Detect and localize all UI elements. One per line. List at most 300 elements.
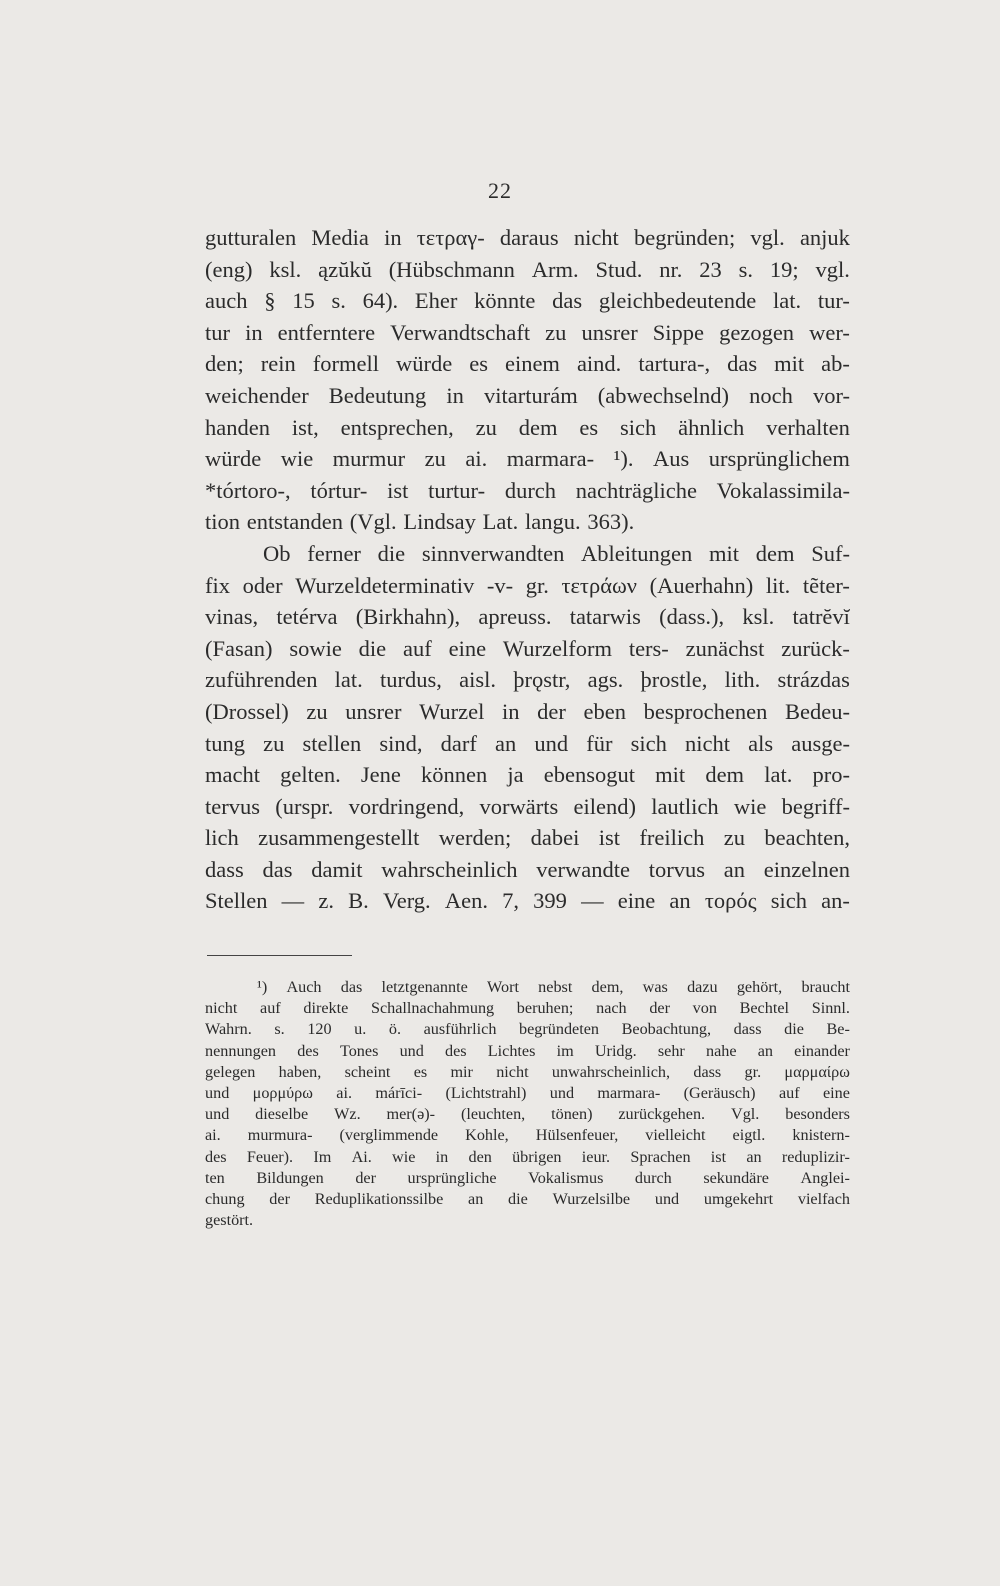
word: verwandte xyxy=(536,856,630,882)
word: (leuchten, xyxy=(460,1105,526,1124)
word: besprochenen xyxy=(643,698,768,724)
word: nicht xyxy=(573,225,619,250)
word: Ob xyxy=(263,540,291,566)
text-line xyxy=(205,254,850,286)
word: Bedeu- xyxy=(784,698,850,724)
word: ist, xyxy=(291,414,319,440)
word: an xyxy=(468,1189,484,1208)
word: damit xyxy=(311,856,363,882)
footnote-line xyxy=(205,1125,850,1146)
word: an xyxy=(669,888,691,914)
word: Verwandtschaft xyxy=(390,319,531,345)
word: dem xyxy=(755,540,795,566)
word: und xyxy=(654,1189,680,1208)
word: ieur. xyxy=(581,1147,611,1166)
text-line xyxy=(205,570,850,602)
word: auf xyxy=(778,1083,800,1102)
word: Lichtes xyxy=(487,1041,536,1060)
word: murmura- xyxy=(247,1126,313,1145)
word: wer- xyxy=(809,319,850,345)
word: an xyxy=(723,856,745,882)
footnote-line xyxy=(205,1019,850,1040)
word: dass xyxy=(205,856,244,882)
word: dem xyxy=(705,762,745,788)
word: unwahrscheinlich, xyxy=(551,1062,671,1081)
word: apreuss. xyxy=(478,604,552,630)
word: s. xyxy=(274,1020,285,1039)
word: Wahrn. xyxy=(205,1020,252,1039)
word: (Geräusch) xyxy=(683,1083,756,1102)
word: Arm. xyxy=(531,256,579,282)
word: und xyxy=(205,1083,230,1102)
word: (Hübschmann xyxy=(388,256,515,282)
word: ja xyxy=(507,762,524,788)
word: besonders xyxy=(785,1105,850,1124)
word: beachten, xyxy=(764,825,850,851)
word: Uridg. xyxy=(594,1041,637,1060)
word: mir xyxy=(450,1062,473,1081)
text-line xyxy=(205,538,850,570)
word: ai. xyxy=(465,446,488,472)
word: lat. xyxy=(764,762,793,788)
main-text xyxy=(205,222,850,917)
word: wahrscheinlich xyxy=(381,856,518,882)
word: nach xyxy=(596,999,627,1018)
word: wie xyxy=(280,446,314,472)
word: begriff- xyxy=(781,793,850,819)
word: in xyxy=(245,319,263,345)
word: gelegen xyxy=(205,1062,256,1081)
word: vorwärts xyxy=(479,793,559,819)
word: macht xyxy=(205,762,260,788)
text-line xyxy=(205,696,850,728)
word: im xyxy=(556,1041,574,1060)
word: Ai. xyxy=(351,1147,372,1166)
word: vinas, xyxy=(205,604,259,630)
word: 15 xyxy=(292,288,315,314)
word: vielleicht xyxy=(645,1126,706,1145)
word: Kohle, xyxy=(465,1126,509,1145)
word: tetérva xyxy=(276,604,338,630)
word: anjuk xyxy=(799,225,850,250)
word: Aus xyxy=(652,446,690,472)
word: gr. xyxy=(744,1062,762,1081)
word: 23 xyxy=(699,256,722,282)
word: sehr xyxy=(657,1041,685,1060)
word: reduplizir- xyxy=(781,1147,850,1166)
word: die xyxy=(784,1020,804,1039)
word: u. xyxy=(354,1020,367,1039)
word: (Drossel) xyxy=(205,698,289,724)
word: entstanden xyxy=(246,509,343,535)
word: fix xyxy=(205,572,230,598)
word: ags. xyxy=(587,667,624,693)
word: eigtl. xyxy=(732,1126,766,1145)
text-line xyxy=(205,822,850,854)
word: vordringend, xyxy=(348,793,465,819)
word: zu xyxy=(306,698,328,724)
word: knistern- xyxy=(792,1126,850,1145)
word: verhalten xyxy=(766,414,850,440)
word: als xyxy=(748,730,774,756)
word: begründeten xyxy=(519,1020,600,1039)
word: unsrer xyxy=(581,319,638,345)
word: umgekehrt xyxy=(703,1189,774,1208)
word: ¹). xyxy=(613,446,634,472)
word: zunächst xyxy=(685,635,765,661)
word: þrostle, xyxy=(640,667,708,693)
word: τετραγ- xyxy=(416,225,485,250)
word: Stellen xyxy=(205,888,268,914)
word: Beobachtung, xyxy=(621,1020,712,1039)
word: Eher xyxy=(414,288,458,314)
word: des xyxy=(445,1041,467,1060)
word: eine xyxy=(617,888,656,914)
footnote-line xyxy=(205,977,850,998)
word: (Vgl. xyxy=(349,509,397,535)
word: durch xyxy=(504,477,557,503)
word: gutturalen xyxy=(205,225,297,250)
word: tatrĕvĭ xyxy=(792,604,850,630)
word: Feuer). xyxy=(246,1147,294,1166)
word: durch xyxy=(634,1168,672,1187)
word: dem, xyxy=(591,978,624,996)
word: eben xyxy=(583,698,627,724)
word: es xyxy=(579,414,599,440)
word: mit xyxy=(709,540,740,566)
word: tatarwis xyxy=(569,604,641,630)
word: murmur xyxy=(332,446,406,472)
word: Sinnl. xyxy=(811,999,850,1018)
word: Vokalismus xyxy=(528,1168,604,1187)
word: ai. xyxy=(205,1126,221,1145)
word: vor- xyxy=(812,382,850,408)
word: dieselbe xyxy=(255,1105,309,1124)
word: sich xyxy=(630,730,667,756)
word: gezogen xyxy=(719,319,795,345)
word: marmara- xyxy=(506,446,595,472)
word: 399 xyxy=(533,888,567,914)
word: ai. xyxy=(336,1083,353,1102)
word: das xyxy=(727,351,758,377)
word: ist xyxy=(387,477,409,503)
word: direkte xyxy=(303,999,349,1018)
word: in xyxy=(502,698,520,724)
word: Im xyxy=(313,1147,332,1166)
word: (dass.), xyxy=(659,604,725,630)
word: ist xyxy=(710,1147,727,1166)
word: begründen; xyxy=(633,225,736,250)
word: ebensogut xyxy=(543,762,636,788)
word: zu xyxy=(545,319,567,345)
word: gehört, xyxy=(736,978,783,996)
word: an xyxy=(757,1041,773,1060)
word: Wz. xyxy=(334,1105,361,1124)
text-line xyxy=(205,380,850,412)
word: Bedeutung xyxy=(328,382,427,408)
word: lit. xyxy=(765,572,791,598)
word: würde xyxy=(205,446,262,472)
text-line xyxy=(205,664,850,696)
word: turtur- xyxy=(428,477,486,503)
word: das xyxy=(262,856,293,882)
word: zurück- xyxy=(781,635,850,661)
word: lat. xyxy=(334,667,363,693)
footnote-line xyxy=(205,998,850,1019)
word: rein xyxy=(260,351,296,377)
word: nachträgliche xyxy=(575,477,697,503)
word: in xyxy=(435,1147,449,1166)
word: darf xyxy=(440,730,477,756)
word: an xyxy=(495,730,517,756)
word: auf xyxy=(260,999,281,1018)
word: in xyxy=(384,225,402,250)
footnote-line xyxy=(205,1062,850,1083)
word: tur xyxy=(205,319,230,345)
word: dass xyxy=(733,1020,762,1039)
word: daraus xyxy=(499,225,559,250)
word: s. xyxy=(331,288,346,314)
word: nebst xyxy=(538,978,573,996)
word: handen xyxy=(205,414,270,440)
word: Wurzelsilbe xyxy=(552,1189,631,1208)
word: Anglei- xyxy=(800,1168,850,1187)
word: § xyxy=(264,288,276,314)
word: (abwechselnd) xyxy=(597,382,729,408)
word: tung xyxy=(205,730,246,756)
text-line xyxy=(205,222,850,254)
word: langu. xyxy=(524,509,581,535)
word: Be- xyxy=(826,1020,850,1039)
word: dem xyxy=(518,414,558,440)
word: der xyxy=(649,999,670,1018)
word: Wurzelform xyxy=(502,635,612,661)
word: *tórtoro-, xyxy=(205,477,291,503)
word: dabei xyxy=(530,825,580,851)
word: Lindsay xyxy=(403,509,476,535)
word: in xyxy=(446,382,464,408)
word: ursprünglichem xyxy=(708,446,850,472)
word: und xyxy=(549,1083,575,1102)
word: -v- xyxy=(486,572,514,598)
word: torvus xyxy=(648,856,705,882)
word: ters- xyxy=(628,635,669,661)
word: 7, xyxy=(502,888,519,914)
word: Aen. xyxy=(444,888,488,914)
word: unsrer xyxy=(345,698,402,724)
word: für xyxy=(586,730,613,756)
word: gestört. xyxy=(205,1211,254,1230)
word: einzelnen xyxy=(763,856,850,882)
word: lith. xyxy=(724,667,761,693)
word: auf xyxy=(403,635,432,661)
word: Ableitungen xyxy=(581,540,693,566)
word: würde xyxy=(395,351,453,377)
word: Hülsenfeuer, xyxy=(535,1126,619,1145)
word: (eng) xyxy=(205,256,253,282)
word: ab- xyxy=(821,351,850,377)
word: Lat. xyxy=(482,509,519,535)
word: der xyxy=(537,698,566,724)
word: was xyxy=(642,978,668,996)
word: z. xyxy=(318,888,334,914)
word: weichender xyxy=(205,382,309,408)
word: übrigen xyxy=(512,1147,562,1166)
footnote-line xyxy=(205,1189,850,1210)
footnote-line xyxy=(205,1083,850,1104)
word: und xyxy=(399,1041,424,1060)
word: scheint xyxy=(344,1062,391,1081)
word: nr. xyxy=(659,256,683,282)
word: haben, xyxy=(278,1062,322,1081)
word: beruhen; xyxy=(516,999,574,1018)
word: Reduplikationssilbe xyxy=(314,1189,444,1208)
word: auch xyxy=(205,288,248,314)
text-line xyxy=(205,348,850,380)
text-line xyxy=(205,759,850,791)
word: das xyxy=(552,288,583,314)
word: 363). xyxy=(587,509,635,535)
word: ferner xyxy=(307,540,361,566)
word: vgl. xyxy=(750,225,785,250)
word: lautlich xyxy=(651,793,719,819)
word: es xyxy=(413,1062,428,1081)
word: gelten. xyxy=(280,762,341,788)
word: márīci- xyxy=(375,1083,423,1102)
word: Bildungen xyxy=(256,1168,324,1187)
word: zu xyxy=(424,446,446,472)
word: der xyxy=(269,1189,290,1208)
word: dazu xyxy=(687,978,718,996)
word: aind. xyxy=(576,351,622,377)
word: ausge- xyxy=(791,730,850,756)
footnote-line xyxy=(205,1168,850,1189)
word: die xyxy=(508,1189,528,1208)
word: den xyxy=(468,1147,492,1166)
word: ursprüngliche xyxy=(407,1168,497,1187)
word: Tones xyxy=(339,1041,379,1060)
word: eine xyxy=(448,635,487,661)
word: Suf- xyxy=(811,540,850,566)
word: mit xyxy=(774,351,805,377)
word: vgl. xyxy=(815,256,850,282)
footnote-line xyxy=(205,1210,850,1231)
word: nahe xyxy=(705,1041,737,1060)
word: ązŭkŭ xyxy=(318,256,372,282)
word: sekundäre xyxy=(703,1168,769,1187)
word: chung xyxy=(205,1189,245,1208)
word: wie xyxy=(733,793,767,819)
word: entferntere xyxy=(277,319,376,345)
word: sich xyxy=(619,414,657,440)
word: tervus xyxy=(205,793,260,819)
word: vitarturám xyxy=(483,382,578,408)
word: 19; xyxy=(769,256,799,282)
word: an- xyxy=(821,888,850,914)
word: tion xyxy=(205,509,241,535)
word: zusammengestellt xyxy=(258,825,420,851)
word: einander xyxy=(794,1041,850,1060)
word: τορός xyxy=(704,888,757,914)
word: tönen) xyxy=(551,1105,593,1124)
word: sind, xyxy=(379,730,423,756)
word: ö. xyxy=(388,1020,402,1039)
word: strázdas xyxy=(777,667,850,693)
word: (Auerhahn) xyxy=(649,572,754,598)
word: tartura-, xyxy=(638,351,711,377)
word: aisl. xyxy=(459,667,496,693)
word: tur- xyxy=(817,288,850,314)
word: zuführenden xyxy=(205,667,318,693)
word: eine xyxy=(822,1083,850,1102)
word: ähnlich xyxy=(678,414,745,440)
footnote-line xyxy=(205,1104,850,1125)
word: Schallnachahmung xyxy=(370,999,495,1018)
word: die xyxy=(377,540,406,566)
text-line xyxy=(205,285,850,317)
word: den; xyxy=(205,351,244,377)
word: mer(ə)- xyxy=(386,1105,436,1124)
word: der xyxy=(355,1168,376,1187)
word: sich xyxy=(770,888,807,914)
footnotes xyxy=(205,977,850,1231)
text-line xyxy=(205,601,850,633)
word: zu xyxy=(263,730,285,756)
page-number: 22 xyxy=(488,178,512,203)
word: das xyxy=(340,978,363,996)
word: nennungen xyxy=(205,1041,277,1060)
word: B. xyxy=(348,888,369,914)
word: Vokalassimila- xyxy=(716,477,850,503)
footnote-line xyxy=(205,1041,850,1062)
word: Sippe xyxy=(652,319,705,345)
text-line xyxy=(205,475,850,507)
word: (Birkhahn), xyxy=(355,604,461,630)
word: Jene xyxy=(360,762,401,788)
word: gleichbedeutende xyxy=(598,288,757,314)
word: und xyxy=(534,730,569,756)
word: und xyxy=(205,1105,230,1124)
word: lat. xyxy=(773,288,802,314)
word: pro- xyxy=(812,762,850,788)
word: oder xyxy=(242,572,283,598)
word: tórtur- xyxy=(310,477,368,503)
word: sinnverwandten xyxy=(421,540,565,566)
word: von xyxy=(692,999,717,1018)
word: vielfach xyxy=(797,1189,850,1208)
word: tẽter- xyxy=(802,572,850,598)
word: zu xyxy=(723,825,745,851)
word: dass xyxy=(693,1062,722,1081)
word: Sprachen xyxy=(630,1147,691,1166)
word: des xyxy=(297,1041,319,1060)
word: einem xyxy=(504,351,560,377)
word: τετράων xyxy=(561,572,637,598)
word: braucht xyxy=(801,978,850,996)
word: marmara- xyxy=(597,1083,661,1102)
word: (urspr. xyxy=(275,793,334,819)
text-line xyxy=(205,443,850,475)
word: werden; xyxy=(438,825,512,851)
word: — xyxy=(281,888,305,914)
word: es xyxy=(469,351,488,377)
footnote-line xyxy=(205,1147,850,1168)
text-line xyxy=(205,885,850,917)
footnote-divider xyxy=(207,955,352,956)
text-line xyxy=(205,412,850,444)
text-line xyxy=(205,506,850,538)
word: gr. xyxy=(525,572,549,598)
